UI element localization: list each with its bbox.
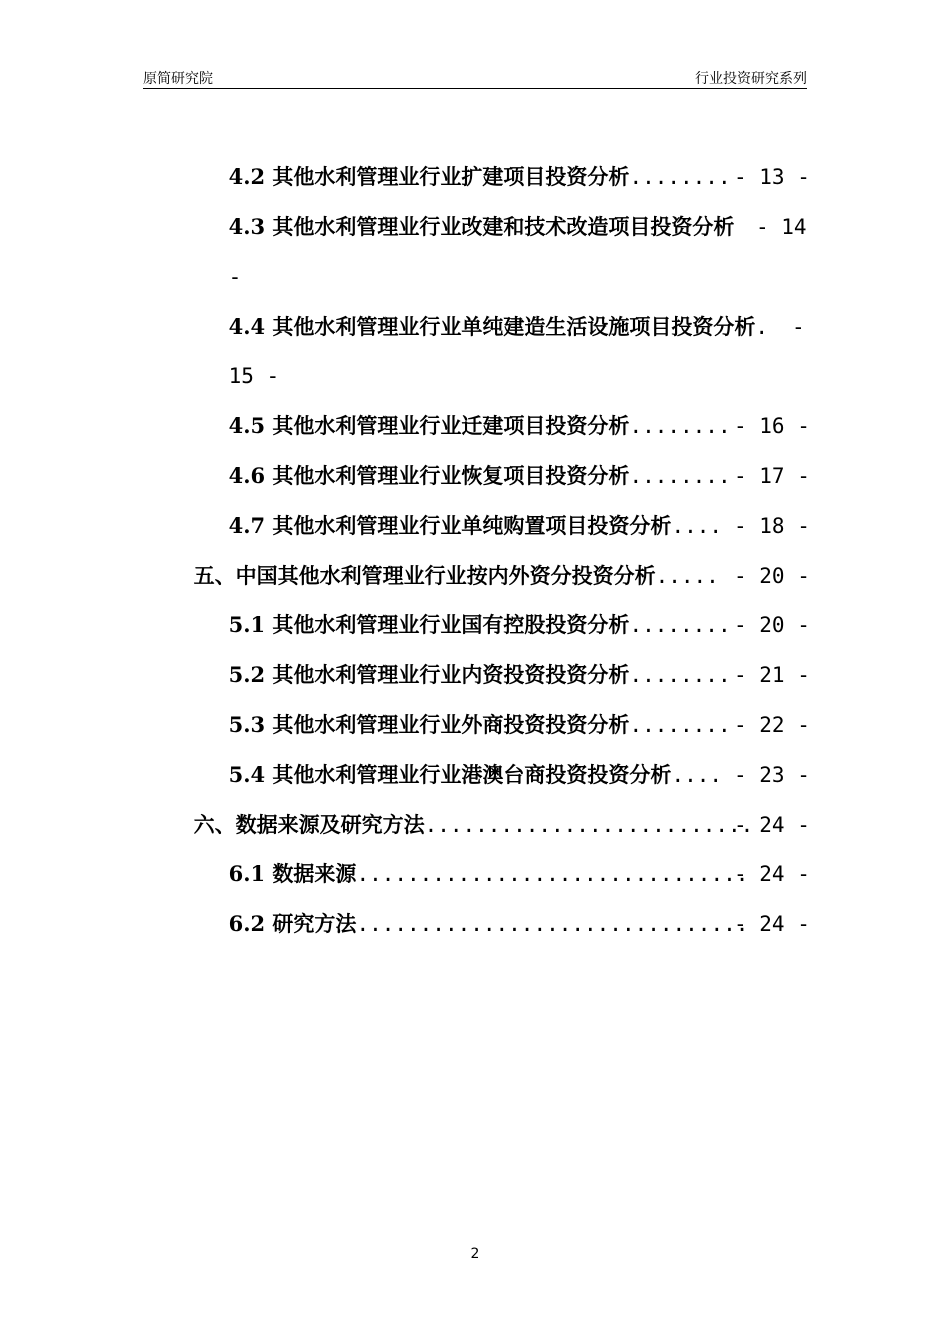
toc-entry-page: - 22 - — [734, 713, 810, 737]
toc-entry-leader: ........ — [629, 713, 731, 737]
toc-entry-title: 4.3 其他水利管理业行业改建和技术改造项目投资分析 — [228, 214, 735, 239]
toc-entry-leader: ........ — [629, 613, 731, 637]
toc-entry-leader: ............................... — [356, 862, 749, 886]
toc-entry-title: 五、中国其他水利管理业行业按内外资分投资分析 — [193, 563, 656, 588]
toc-entry-title: 4.5 其他水利管理业行业迁建项目投资分析 — [228, 413, 630, 438]
toc-entry-leader: .... — [671, 514, 723, 538]
toc-entry-page: - 13 - — [734, 165, 810, 189]
toc-entry-title: 4.6 其他水利管理业行业恢复项目投资分析 — [228, 463, 630, 488]
toc-entry-title: 5.2 其他水利管理业行业内资投资投资分析 — [228, 662, 630, 687]
toc-entry-page: - 16 - — [734, 414, 810, 438]
toc-entry-leader: ........ — [629, 663, 731, 687]
toc-entry-title: 5.3 其他水利管理业行业外商投资投资分析 — [228, 712, 630, 737]
header-left-text: 原简研究院 — [143, 71, 213, 87]
toc-entry-title: 4.7 其他水利管理业行业单纯购置项目投资分析 — [228, 513, 672, 538]
toc-entry-title: 5.4 其他水利管理业行业港澳台商投资投资分析 — [228, 762, 672, 787]
toc-entry-leader: ........ — [629, 165, 731, 189]
toc-entry-title: 5.1 其他水利管理业行业国有控股投资分析 — [228, 612, 630, 637]
page-header — [143, 66, 807, 89]
toc-entry-page: - 24 - — [734, 912, 810, 936]
toc-entry-title: 4.2 其他水利管理业行业扩建项目投资分析 — [228, 164, 630, 189]
toc-entry-page: - — [792, 315, 805, 339]
toc-entry[interactable] — [178, 188, 807, 266]
page-number: 2 — [470, 1246, 480, 1262]
toc-entry-page: - 18 - — [734, 514, 810, 538]
toc-entry-wrap-text: - — [228, 265, 242, 289]
toc-entry-page: - 20 - — [734, 564, 810, 588]
toc-entry-page: - 17 - — [734, 464, 810, 488]
toc-entry-page: - 23 - — [734, 763, 810, 787]
toc-entry-page: - 14 — [756, 215, 807, 239]
toc-entry-leader: ........ — [629, 464, 731, 488]
toc-entry-leader: ..... — [655, 564, 719, 588]
toc-entry-title: 4.4 其他水利管理业行业单纯建造生活设施项目投资分析 — [228, 314, 756, 339]
toc-entry-page: - 20 - — [734, 613, 810, 637]
toc-entry-leader: .... — [671, 763, 723, 787]
toc-entry-page: - 24 - — [734, 813, 810, 837]
toc-entry-leader: ............................... — [356, 912, 749, 936]
toc-entry[interactable] — [178, 885, 810, 963]
toc-entry-page: - 21 - — [734, 663, 810, 687]
toc-entry-title: 6.2 研究方法 — [228, 911, 357, 936]
toc-entry-leader: .......................... — [424, 813, 754, 837]
toc-entry-page: - 24 - — [734, 862, 810, 886]
toc-entry-title: 6.1 数据来源 — [228, 861, 357, 886]
toc-entry-title: 六、数据来源及研究方法 — [193, 812, 425, 837]
toc-entry-wrap-text: 15 - — [228, 364, 280, 388]
toc-entry-leader: . — [755, 315, 769, 339]
toc-entry-leader: ........ — [629, 414, 731, 438]
header-right-text: 行业投资研究系列 — [695, 71, 807, 87]
